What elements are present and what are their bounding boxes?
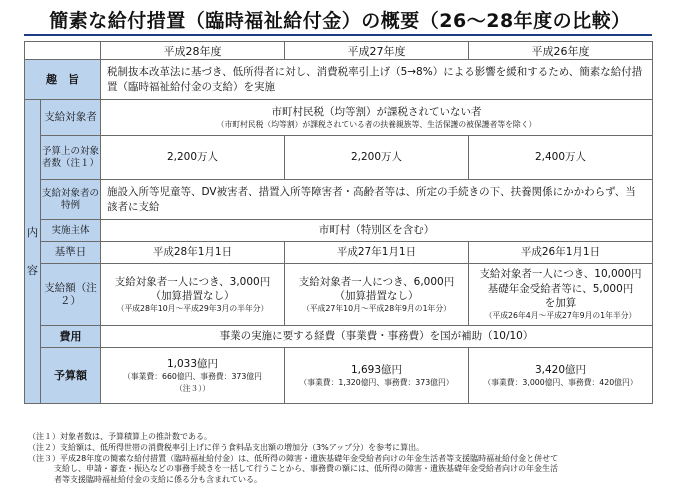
taishosha-cell: [101, 100, 653, 136]
footnote-3-cont-1: 支給し、申請・審査・振込などの事務手続きを一括して行うことから、事務費の額には、低所得の障害・遺族基礎年金受給者向けの年金生活: [54, 464, 558, 474]
kijunbi-h28: 平成28年1月1日: [101, 242, 285, 264]
comparison-table: [24, 41, 653, 404]
row-label-taishoshasu: 予算上の対象者数（注１）: [41, 136, 101, 180]
header-corner: [25, 42, 101, 60]
row-kijunbi: [25, 242, 653, 264]
shikyugaku-h28: 支給対象者一人につき、3,000円 （加算措置なし） （平成28年10月～平成29年3月の半年分）: [101, 264, 285, 326]
footnote-1: （注１）対象者数は、予算積算上の推計数である。: [28, 432, 212, 441]
row-label-shikyugaku: 支給額（注２）: [41, 264, 101, 326]
row-taishoshasu: [25, 136, 653, 180]
row-taishosha: [25, 100, 653, 136]
kijunbi-h26: 平成26年1月1日: [469, 242, 653, 264]
row-shushi: [25, 60, 653, 100]
row-label-shushi: 趣 旨: [25, 60, 101, 100]
shikyugaku-h26: 支給対象者一人につき、10,000円 基礎年金受給者等に、5,000円 を加算 （平成26年4月～平成27年9月の1年半分）: [469, 264, 653, 326]
yosangaku-h26: 3,420億円 （事業費：3,000億円、事務費：420億円）: [469, 348, 653, 404]
yosangaku-h27: 1,693億円 （事業費：1,320億円、事務費：373億円）: [285, 348, 469, 404]
row-label-tokurei: 支給対象者の特例: [41, 180, 101, 220]
footnote-3: （注３）平成28年度の簡素な給付措置（臨時福祉給付金）は、低所得の障害・遺族基礎年金受給者向けの年金生活者等支援臨時福祉給付金と併せて: [28, 453, 559, 463]
row-label-jisshi: 実施主体: [41, 220, 101, 242]
row-label-hiyo: 費用: [41, 326, 101, 348]
taishosha-main: 市町村民税（均等割）が課税されていない者: [271, 105, 482, 118]
row-tokurei: [25, 180, 653, 220]
column-header-h27: 平成27年度: [285, 42, 469, 60]
column-header-h26: 平成26年度: [469, 42, 653, 60]
row-label-kijunbi: 基準日: [41, 242, 101, 264]
taishoshasu-h28: 2,200万人: [101, 136, 285, 180]
jisshi-text: 市町村（特別区を含む）: [101, 220, 653, 242]
hiyo-text: 事業の実施に要する経費（事業費・事務費）を国が補助（10/10）: [101, 326, 653, 348]
taishosha-sub: （市町村民税（均等割）が課税されている者の扶養親族等、生活保護の被保護者等を除く）: [216, 119, 537, 129]
row-label-taishosha: 支給対象者: [41, 100, 101, 136]
header-row: [25, 42, 653, 60]
taishoshasu-h26: 2,400万人: [469, 136, 653, 180]
page-title: 簡素な給付措置（臨時福祉給付金）の概要（26～28年度の比較）: [49, 10, 631, 32]
tokurei-text: 施設入所等児童等、DV被害者、措置入所等障害者・高齢者等は、所定の手続きの下、扶養関係にかかわらず、当該者に支給: [101, 180, 653, 220]
row-jisshi: [25, 220, 653, 242]
taishoshasu-h27: 2,200万人: [285, 136, 469, 180]
naiyo-label: 内 容: [25, 100, 41, 404]
kijunbi-h27: 平成27年1月1日: [285, 242, 469, 264]
title-underline: [24, 34, 652, 36]
shushi-text: 税制抜本改革法に基づき、低所得者に対し、消費税率引上げ（5→8%）による影響を緩和するため、簡素な給付措置（臨時福祉給付金の支給）を実施: [101, 60, 653, 100]
column-header-h28: 平成28年度: [101, 42, 285, 60]
footnote-2: （注２）支給額は、低所得世帯の消費税率引上げに伴う食料品支出額の増加分（3%アップ分）を参考に算出。: [28, 442, 425, 452]
row-yosangaku: [25, 348, 653, 404]
row-label-yosangaku: 予算額: [41, 348, 101, 404]
footnotes: [28, 432, 658, 486]
footnote-3-cont-2: 者等支援臨時福祉給付金の支給に係る分も含まれている。: [54, 475, 262, 485]
shikyugaku-h27: 支給対象者一人につき、6,000円 （加算措置なし） （平成27年10月～平成28年9月の1年分）: [285, 264, 469, 326]
row-shikyugaku: [25, 264, 653, 326]
row-hiyo: [25, 326, 653, 348]
yosangaku-h28: 1,033億円 （事業費：660億円、事務費：373億円 （注３））: [101, 348, 285, 404]
